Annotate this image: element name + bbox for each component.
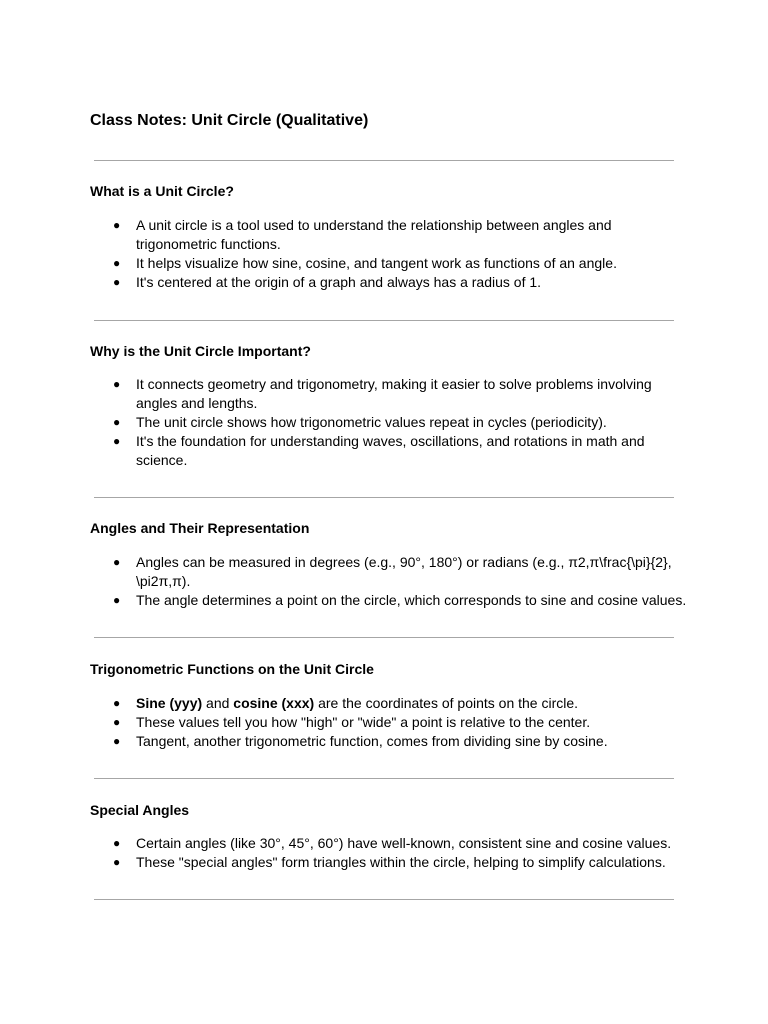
bullet-icon: ● <box>113 218 121 232</box>
list-item <box>90 254 690 273</box>
bullet-icon: ● <box>113 855 121 869</box>
list-item-text: It helps visualize how sine, cosine, and tangent work as functions of an angle. <box>136 255 617 271</box>
bullet-list-special-angles <box>90 834 690 872</box>
list-item-text: A unit circle is a tool used to understand the relationship between angles and trigonometric functions. <box>136 217 612 252</box>
section-divider <box>94 637 674 638</box>
list-item <box>90 216 636 254</box>
bullet-list-what-is-unit-circle <box>90 216 690 292</box>
conjunction-text: and <box>202 695 234 711</box>
list-item <box>90 273 690 292</box>
bullet-list-trig-functions <box>90 694 690 751</box>
bullet-icon: ● <box>113 377 121 391</box>
bullet-icon: ● <box>113 715 121 729</box>
bullet-icon: ● <box>113 734 121 748</box>
list-item <box>90 591 736 610</box>
list-item-text: The angle determines a point on the circle, which corresponds to sine and cosine values. <box>136 592 687 608</box>
bullet-icon: ● <box>113 593 121 607</box>
bullet-icon: ● <box>113 696 121 710</box>
list-item <box>90 834 690 853</box>
list-item <box>90 553 696 591</box>
list-item-text: Angles can be measured in degrees (e.g., 90°, 180°) or radians (e.g., π2,π\frac{\pi}{2}, \pi2π,π). <box>136 554 672 589</box>
bullet-list-angles <box>90 553 690 610</box>
list-item <box>90 432 684 470</box>
bullet-list-why-important <box>90 375 690 470</box>
cosine-term: cosine (xxx) <box>233 695 315 711</box>
list-item-text: These "special angles" form triangles within the circle, helping to simplify calculations. <box>136 854 666 870</box>
list-item-text: It's centered at the origin of a graph and always has a radius of 1. <box>136 274 542 290</box>
section-divider <box>94 899 674 900</box>
section-heading-why-important: Why is the Unit Circle Important? <box>90 343 311 359</box>
document-title: Class Notes: Unit Circle (Qualitative) <box>90 112 369 129</box>
section-divider <box>94 160 674 161</box>
bullet-icon: ● <box>113 555 121 569</box>
list-item-text: It connects geometry and trigonometry, making it easier to solve problems involving angles and lengths. <box>136 376 652 411</box>
list-item-rest-text: are the coordinates of points on the circle. <box>314 695 579 711</box>
bullet-icon: ● <box>113 434 121 448</box>
section-heading-what-is-unit-circle: What is a Unit Circle? <box>90 183 234 199</box>
list-item <box>90 413 690 432</box>
list-item-text: The unit circle shows how trigonometric values repeat in cycles (periodicity). <box>136 414 607 430</box>
list-item-text: Tangent, another trigonometric function, comes from dividing sine by cosine. <box>136 733 608 749</box>
list-item-text: These values tell you how "high" or "wide" a point is relative to the center. <box>136 714 591 730</box>
section-divider <box>94 320 674 321</box>
bullet-icon: ● <box>113 256 121 270</box>
bullet-icon: ● <box>113 836 121 850</box>
section-divider <box>94 497 674 498</box>
section-heading-angles: Angles and Their Representation <box>90 520 310 536</box>
section-divider <box>94 778 674 779</box>
list-item <box>90 853 690 872</box>
list-item-text <box>136 695 578 711</box>
sine-term: Sine (yyy) <box>136 695 203 711</box>
section-heading-trig-functions: Trigonometric Functions on the Unit Circle <box>90 661 374 677</box>
section-heading-special-angles: Special Angles <box>90 802 190 818</box>
list-item <box>90 694 690 713</box>
bullet-icon: ● <box>113 275 121 289</box>
bullet-icon: ● <box>113 415 121 429</box>
list-item <box>90 732 690 751</box>
list-item-text: Certain angles (like 30°, 45°, 60°) have well-known, consistent sine and cosine values. <box>136 835 672 851</box>
list-item <box>90 375 681 413</box>
list-item-text: It's the foundation for understanding waves, oscillations, and rotations in math and science. <box>136 433 645 468</box>
list-item <box>90 713 690 732</box>
